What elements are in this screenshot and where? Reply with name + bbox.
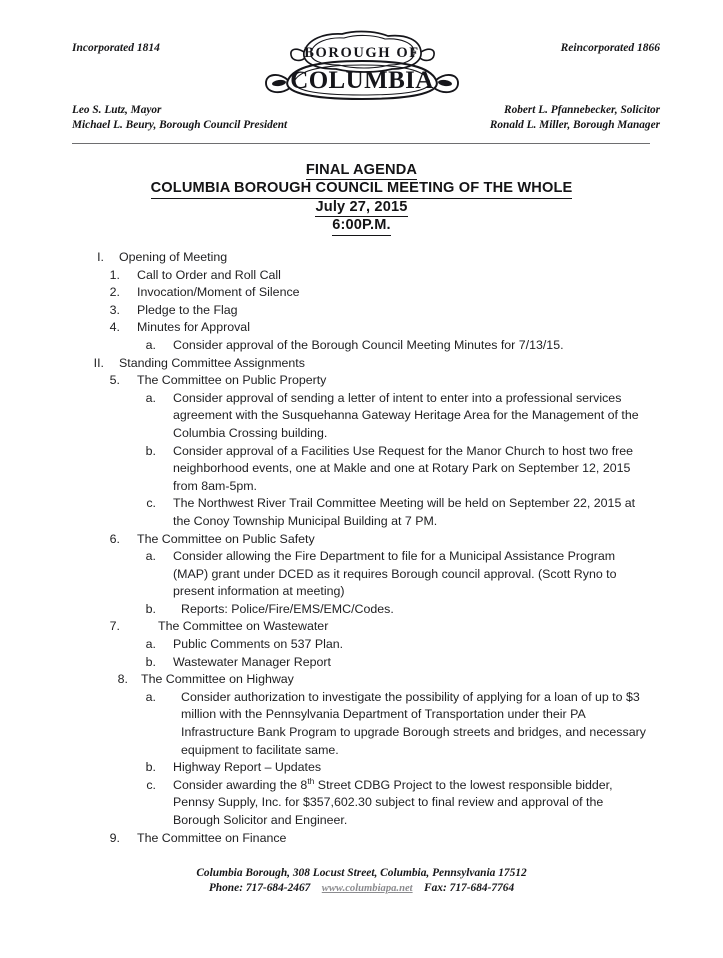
footer-website-link[interactable]: www.columbiapa.net [321, 883, 413, 894]
agenda-marker: 9. [109, 830, 120, 845]
agenda-text: Pledge to the Flag [137, 302, 238, 317]
agenda-item-1 [0, 267, 723, 285]
agenda-item-6 [0, 531, 723, 549]
agenda-text-pre: Consider awarding the 8 [173, 777, 308, 792]
title-line-final-agenda: FINAL AGENDA [0, 162, 723, 180]
agenda-item-8a [0, 689, 723, 759]
footer-address: Columbia Borough, 308 Locust Street, Columbia, Pennsylvania 17512 [196, 867, 527, 879]
agenda-title-block [0, 162, 723, 236]
agenda-item-8 [0, 671, 723, 689]
agenda-text: The Committee on Highway [141, 672, 294, 687]
agenda-text-post: Street CDBG Project to the lowest responsible bidder, Pennsy Supply, Inc. for $357,602.30 subject to final review and approval of the Borough Solicitor and Engineer. [173, 777, 613, 827]
agenda-item-7 [0, 618, 723, 636]
agenda-list [0, 249, 723, 847]
agenda-marker: 2. [109, 285, 120, 300]
agenda-item-3 [0, 302, 723, 320]
agenda-text: The Committee on Public Safety [137, 531, 315, 546]
agenda-item-8b [0, 759, 723, 777]
header-divider [72, 143, 650, 144]
agenda-marker: 3. [109, 302, 120, 317]
agenda-marker: 1. [109, 267, 120, 282]
mayor-name: Leo S. Lutz, Mayor [72, 104, 162, 116]
agenda-text: The Northwest River Trail Committee Meeting will be held on September 22, 2015 at the Conoy Township Municipal Building at 7 PM. [173, 496, 636, 528]
agenda-marker: a. [145, 637, 156, 652]
agenda-item-2 [0, 284, 723, 302]
agenda-section-i [0, 249, 723, 267]
agenda-item-5b [0, 443, 723, 496]
ordinal-suffix: th [307, 775, 315, 786]
agenda-marker: 4. [109, 320, 120, 335]
officers-right [490, 103, 660, 132]
agenda-marker: a. [145, 549, 156, 564]
reincorporated-year: Reincorporated 1866 [560, 42, 660, 54]
agenda-item-7a [0, 636, 723, 654]
agenda-text: Opening of Meeting [119, 250, 228, 264]
agenda-marker: a. [145, 689, 156, 704]
agenda-text: Consider approval of sending a letter of intent to enter into a professional services agreement with the Susquehanna Gateway Heritage Area for the Management of the Columbia Crossing building. [173, 390, 639, 440]
agenda-marker: I. [97, 250, 104, 264]
agenda-text [173, 777, 651, 830]
borough-manager-name: Ronald L. Miller, Borough Manager [489, 118, 660, 131]
agenda-text: Invocation/Moment of Silence [137, 285, 300, 300]
agenda-text: Minutes for Approval [137, 320, 250, 335]
agenda-item-4 [0, 319, 723, 337]
agenda-marker: 8. [117, 672, 128, 687]
agenda-text: Consider approval of the Borough Council Meeting Minutes for 7/13/15. [173, 337, 564, 352]
agenda-marker: 5. [109, 373, 120, 388]
agenda-section-ii [0, 355, 723, 373]
incorporated-year: Incorporated 1814 [72, 42, 160, 54]
footer-fax: Fax: 717-684-7764 [424, 882, 515, 894]
agenda-text: The Committee on Finance [137, 830, 287, 845]
agenda-marker: 7. [109, 619, 120, 634]
agenda-item-9 [0, 830, 723, 848]
agenda-text: Highway Report – Updates [173, 760, 322, 775]
agenda-text: Standing Committee Assignments [119, 355, 305, 370]
agenda-item-4a [0, 337, 723, 355]
crest-top-text: BOROUGH OF [304, 45, 420, 61]
agenda-text: The Committee on Wastewater [158, 619, 329, 634]
footer-contact-row [0, 881, 723, 896]
agenda-text: Reports: Police/Fire/EMS/EMC/Codes. [181, 601, 394, 616]
agenda-marker: 6. [109, 531, 120, 546]
borough-of-columbia-crest-logo [264, 28, 460, 104]
agenda-marker: b. [145, 601, 156, 616]
agenda-text: The Committee on Public Property [137, 373, 327, 388]
agenda-marker: b. [145, 443, 156, 458]
footer-phone: Phone: 717-684-2467 [208, 882, 311, 894]
solicitor-name: Robert L. Pfannebecker, Solicitor [504, 104, 660, 116]
agenda-marker: b. [145, 654, 156, 669]
agenda-text: Call to Order and Roll Call [137, 267, 281, 282]
crest-main-text: COLUMBIA [290, 67, 434, 94]
agenda-item-5 [0, 372, 723, 390]
agenda-marker: a. [145, 337, 156, 352]
agenda-marker: c. [146, 777, 156, 792]
agenda-text: Consider allowing the Fire Department to file for a Municipal Assistance Program (MAP) grant under DCED as it requires Borough council approval. (Scott Ryno to present information at meeting) [173, 549, 617, 599]
agenda-text: Wastewater Manager Report [173, 654, 331, 669]
agenda-text: Public Comments on 537 Plan. [173, 637, 344, 652]
agenda-text: Consider approval of a Facilities Use Request for the Manor Church to host two free neighborhood events, one at Makle and one at Rotary Park on September 12, 2015 from 8am-5pm. [173, 443, 634, 493]
agenda-marker: c. [146, 496, 156, 511]
council-president-name: Michael L. Beury, Borough Council President [72, 118, 288, 131]
title-line-meeting-name: COLUMBIA BOROUGH COUNCIL MEETING OF THE WHOLE [0, 180, 723, 198]
agenda-marker: a. [145, 390, 156, 405]
officers-left [72, 103, 287, 132]
agenda-item-5c [0, 495, 723, 530]
agenda-item-6b [0, 601, 723, 619]
agenda-item-8c [0, 777, 723, 830]
agenda-marker: II. [93, 355, 104, 370]
agenda-text: Consider authorization to investigate the possibility of applying for a loan of up to $3 million with the Pennsylvania Department of Transportation under their PA Infrastructure Bank Program to upgrade Borough streets and bridges, and necessary equipment to facilitate same. [181, 689, 646, 757]
agenda-marker: b. [145, 760, 156, 775]
agenda-item-7b [0, 654, 723, 672]
agenda-item-6a [0, 548, 723, 601]
agenda-item-5a [0, 390, 723, 443]
title-line-time: 6:00P.M. [0, 217, 723, 235]
officers-block [62, 103, 662, 133]
title-line-date: July 27, 2015 [0, 199, 723, 217]
page-footer [0, 866, 723, 896]
